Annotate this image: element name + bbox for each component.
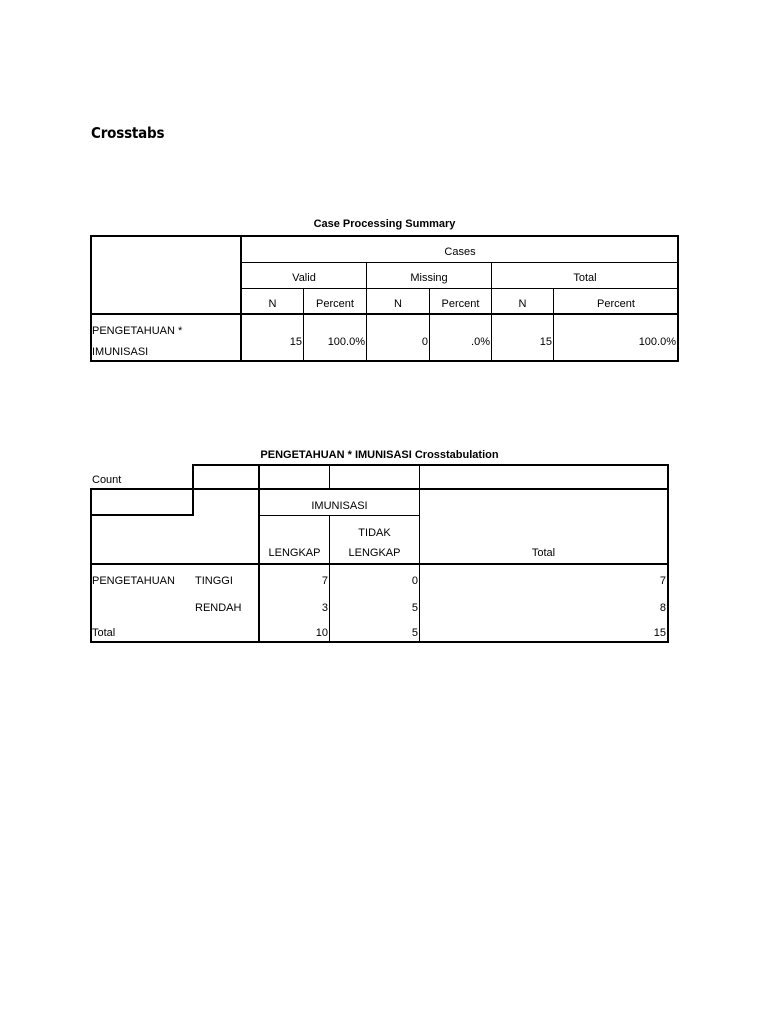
total-cell: 15 <box>653 627 666 639</box>
count-cell: 3 <box>321 602 328 614</box>
gridline <box>241 288 678 289</box>
page-heading: Crosstabs <box>91 124 165 142</box>
header-separator <box>90 313 679 315</box>
corner-border <box>192 464 194 516</box>
group-header-missing: Missing <box>410 272 448 284</box>
row-variable-label: PENGETAHUAN <box>92 575 175 587</box>
count-cell: 0 <box>411 575 418 587</box>
count-cell: 7 <box>659 575 666 587</box>
table-border-top <box>192 464 669 466</box>
count-cell: 5 <box>411 602 418 614</box>
header-rule <box>90 488 669 490</box>
row-label: PENGETAHUAN * <box>92 325 183 337</box>
count-cell: 7 <box>321 575 328 587</box>
subheader-percent: Percent <box>597 298 635 310</box>
table-border-top <box>90 235 679 237</box>
subheader-n: N <box>394 298 402 310</box>
count-label: Count <box>92 474 122 486</box>
count-cell: 8 <box>659 602 666 614</box>
case-summary-title: Case Processing Summary <box>313 218 456 230</box>
subheader-percent: Percent <box>316 298 354 310</box>
table-border-bottom <box>90 641 669 643</box>
column-variable-header: IMUNISASI <box>311 500 368 512</box>
header-separator <box>90 563 669 565</box>
crosstab-title: PENGETAHUAN * IMUNISASI Crosstabulation <box>260 449 499 461</box>
column-header-lengkap: LENGKAP <box>268 547 321 559</box>
value-cell: 0 <box>421 336 428 348</box>
total-row-label: Total <box>92 627 116 639</box>
gridline <box>259 515 420 516</box>
group-header-valid: Valid <box>292 272 316 284</box>
value-cell: .0% <box>471 336 490 348</box>
total-cell: 5 <box>411 627 418 639</box>
row-label-rendah: RENDAH <box>195 602 242 614</box>
value-cell: 100.0% <box>638 336 676 348</box>
row-label-tinggi: TINGGI <box>195 575 233 587</box>
row-label: IMUNISASI <box>92 346 149 358</box>
gridline <box>241 262 678 263</box>
value-cell: 15 <box>289 336 302 348</box>
table-border-bottom <box>90 360 679 362</box>
subheader-percent: Percent <box>441 298 480 310</box>
value-cell: 15 <box>539 336 552 348</box>
column-header-tidak-lengkap: LENGKAP <box>348 547 401 559</box>
gridline <box>329 464 330 489</box>
cases-header: Cases <box>444 246 476 258</box>
value-cell: 100.0% <box>327 336 365 348</box>
subheader-n: N <box>518 298 527 310</box>
total-cell: 10 <box>315 627 328 639</box>
table-border-left <box>90 235 92 362</box>
table-border-left <box>90 488 92 643</box>
group-header-total: Total <box>573 272 597 284</box>
subheader-n: N <box>268 298 277 310</box>
column-header-tidak: TIDAK <box>358 527 391 539</box>
column-header-total: Total <box>531 547 556 559</box>
table-border-right <box>667 464 669 643</box>
corner-border <box>90 514 194 516</box>
